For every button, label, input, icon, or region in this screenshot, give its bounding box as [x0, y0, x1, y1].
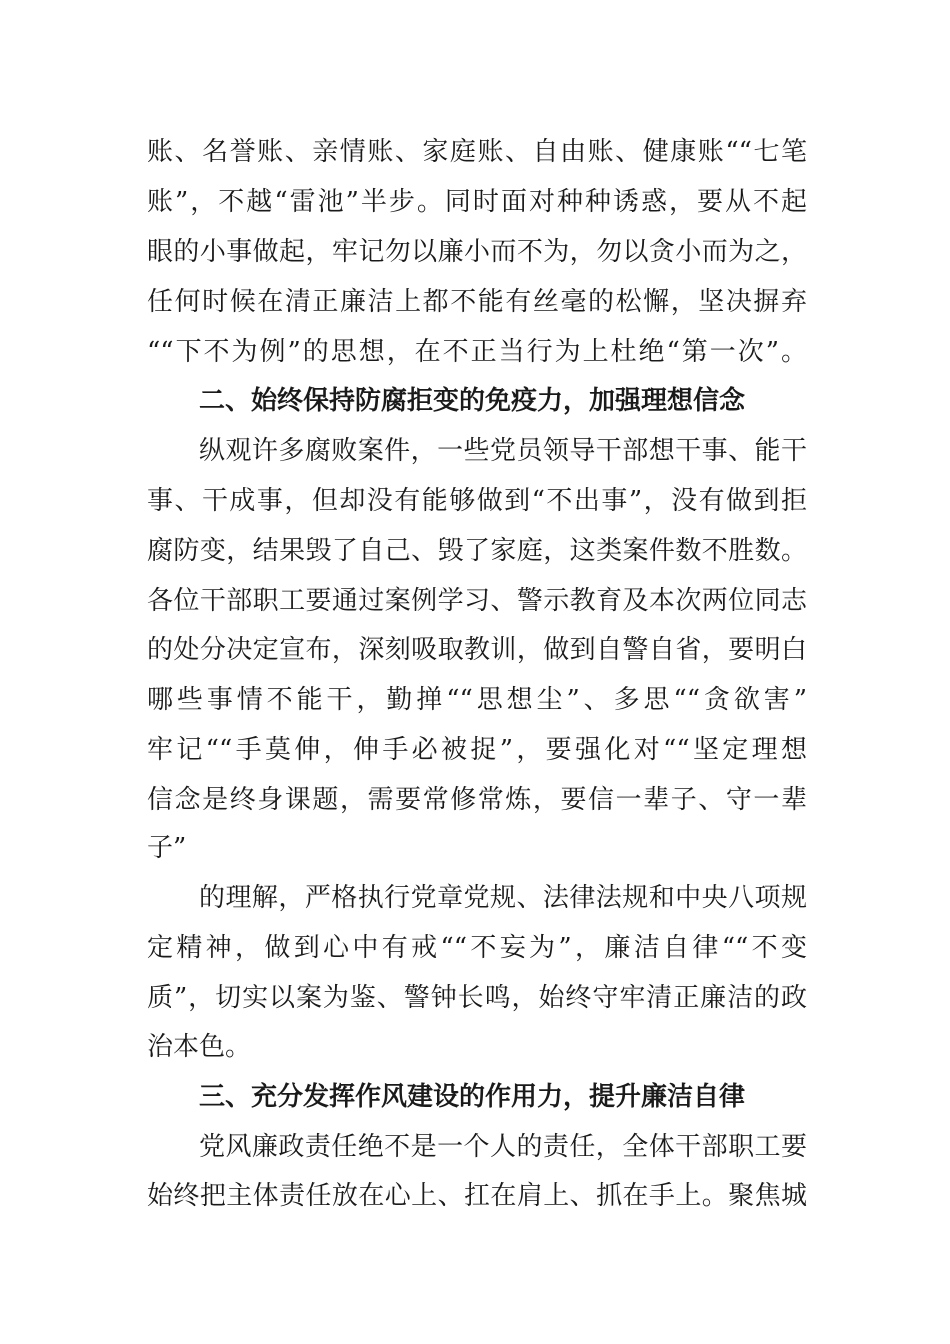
- paragraph-line: 哪些事情不能干，勤掸““思想尘”、多思““贪欲害”: [147, 685, 807, 715]
- paragraph-line: 的理解，严格执行党章党规、法律法规和中央八项规: [199, 883, 807, 913]
- paragraph-line: 眼的小事做起，牢记勿以廉小而不为，勿以贪小而为之，: [147, 237, 807, 267]
- paragraph-line: 质”，切实以案为鉴、警钟长鸣，始终守牢清正廉洁的政: [147, 983, 807, 1013]
- paragraph-line: 定精神，做到心中有戒““不妄为”，廉洁自律““不变: [147, 933, 807, 963]
- paragraph-line: 始终把主体责任放在心上、扛在肩上、抓在手上。聚焦城: [147, 1181, 807, 1211]
- paragraph-line: 纵观许多腐败案件，一些党员领导干部想干事、能干: [199, 436, 807, 466]
- paragraph-line: 牢记““手莫伸，伸手必被捉”，要强化对““坚定理想: [147, 735, 807, 765]
- section-heading: 三、充分发挥作风建设的作用力，提升廉洁自律: [199, 1082, 746, 1112]
- paragraph-line: 事、干成事，但却没有能够做到“不出事”，没有做到拒: [147, 486, 807, 516]
- paragraph-line: 任何时候在清正廉洁上都不能有丝毫的松懈，坚决摒弃: [147, 287, 807, 317]
- paragraph-line: 党风廉政责任绝不是一个人的责任，全体干部职工要: [199, 1132, 807, 1162]
- paragraph-line: 账、名誉账、亲情账、家庭账、自由账、健康账““七笔: [147, 137, 807, 167]
- paragraph-line: 各位干部职工要通过案例学习、警示教育及本次两位同志: [147, 586, 807, 616]
- paragraph-line: 信念是终身课题，需要常修常炼，要信一辈子、守一辈: [147, 785, 807, 815]
- paragraph-line: 的处分决定宣布，深刻吸取教训，做到自警自省，要明白: [147, 635, 807, 665]
- paragraph-line: ““下不为例”的思想，在不正当行为上杜绝“第一次”。: [147, 337, 807, 367]
- paragraph-line: 腐防变，结果毁了自己、毁了家庭，这类案件数不胜数。: [147, 536, 807, 566]
- paragraph-line: 子”: [147, 833, 187, 863]
- paragraph-line: 账”，不越“雷池”半步。同时面对种种诱惑，要从不起: [147, 187, 807, 217]
- paragraph-line: 治本色。: [147, 1032, 252, 1062]
- section-heading: 二、始终保持防腐拒变的免疫力，加强理想信念: [199, 386, 746, 416]
